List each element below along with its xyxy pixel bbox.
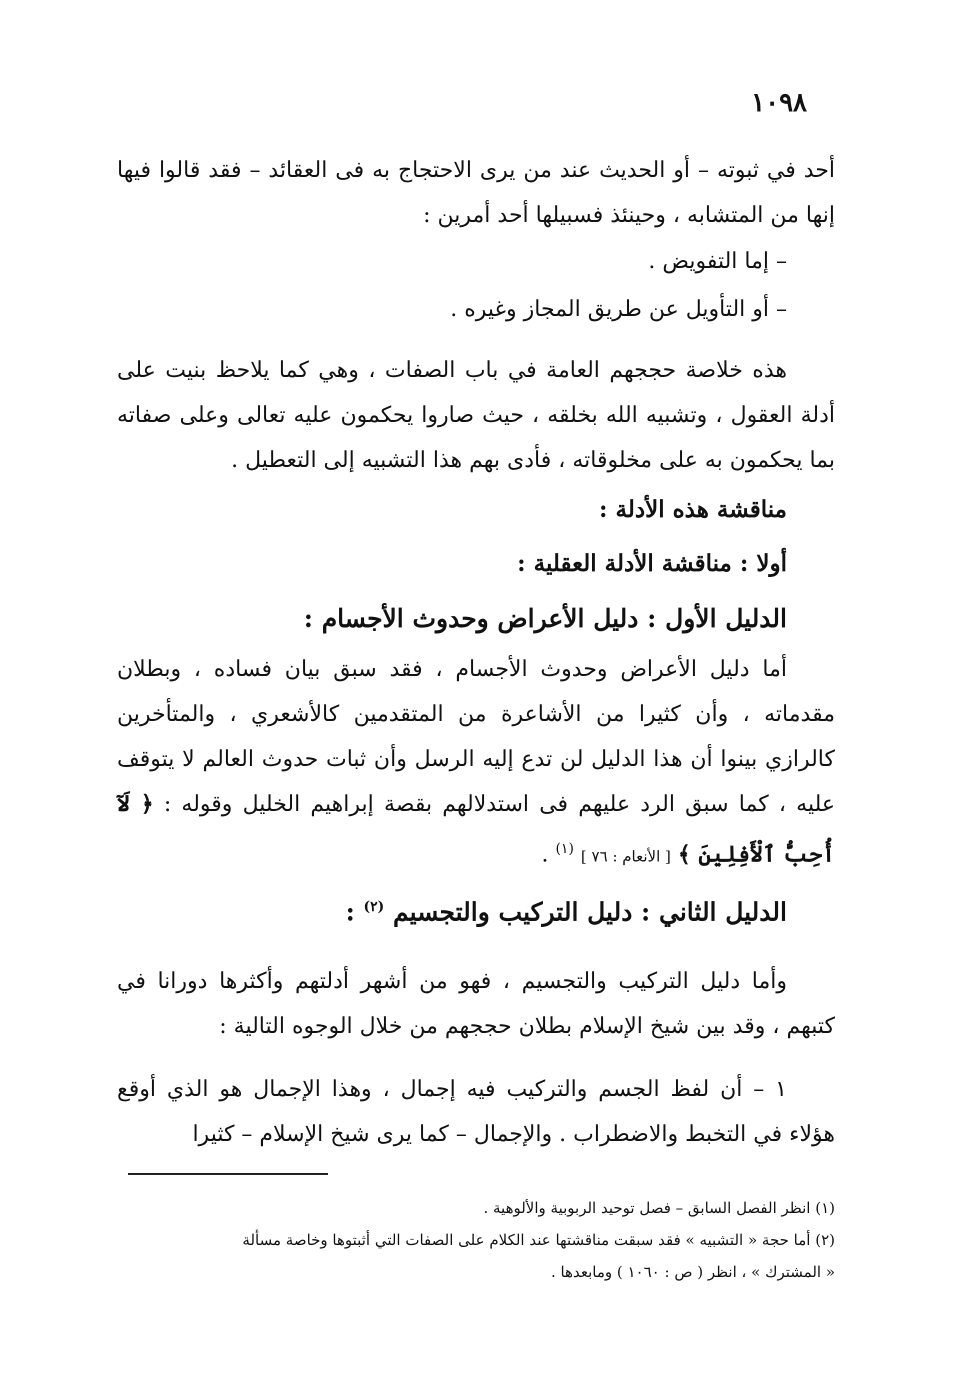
paragraph-end: . [541, 842, 556, 868]
verse-reference: [ الأنعام : ٧٦ ] [580, 847, 671, 866]
footnote-1: (١) انظر الفصل السابق – فصل توحيد الربوبية والألوهية . [483, 1199, 835, 1217]
page-number: ١٠٩٨ [751, 88, 807, 118]
list-item-tawil: – أو التأويل عن طريق المجاز وغيره . [450, 297, 787, 322]
paragraph-point-1: ١ – أن لفظ الجسم والتركيب فيه إجمال ، وهذا الإجمال هو الذي أوقع هؤلاء في التخبط والاضطراب . والإجمال – كما يرى شيخ الإسلام – كثيرا [117, 1076, 835, 1147]
paragraph-intro: أحد في ثبوته – أو الحديث عند من يرى الاحتجاج به فى العقائد – فقد قالوا فيها إنها من المتشابه ، وحينئذ فسبيلها أحد أمرين : [117, 158, 835, 228]
page-body [117, 148, 835, 1157]
quran-verse: ﴿ لَآ أُحِبُّ ٱلْأَفِلِينَ ﴾ [117, 791, 835, 868]
footnote-2: (٢) أما حجة « التشبيه » فقد سبقت مناقشتها عند الكلام على الصفات التي أثبتوها وخاصة مسألة [242, 1231, 835, 1249]
paragraph-text: أما دليل الأعراض وحدوث الأجسام ، فقد سبق بيان فساده ، وبطلان مقدماته ، وأن كثيرا من الأشاعرة من المتقدمين كالأشعري ، والمتأخرين كالرازي بينوا أن هذا الدليل لن تدع إليه الرسل وأن ثبات حدوث العالم لا يتوقف عليه ، كما سبق الرد عليهم فى استدلالهم بقصة إبراهيم الخليل وقوله : [117, 657, 835, 817]
heading-discussion: مناقشة هذه الأدلة : [599, 496, 787, 523]
heading-first-rational: أولا : مناقشة الأدلة العقلية : [517, 550, 787, 577]
paragraph-accidents-proof [117, 647, 835, 879]
paragraph-summary: هذه خلاصة حججهم العامة في باب الصفات ، وهي كما يلاحظ بنيت على أدلة العقول ، وتشبيه الله بخلقه ، حيث صاروا يحكمون عليه تعالى وعلى صفاته بما يحكمون به على مخلوقاته ، فأدى بهم هذا التشبيه إلى التعطيل . [117, 358, 835, 473]
heading-end: : [345, 897, 364, 927]
list-item-tafwid: – إما التفويض . [648, 249, 787, 274]
paragraph-composition-proof: وأما دليل التركيب والتجسيم ، فهو من أشهر أدلتهم وأكثرها دورانا في كتبهم ، وقد بين شيخ الإسلام بطلان حججهم من خلال الوجوه التالية : [117, 968, 835, 1039]
footnote-marker-2: (٢) [363, 899, 385, 916]
footnote-marker-1: (١) [555, 841, 574, 857]
footnote-2-continued: « المشترك » ، انظر ( ص : ١٠٦٠ ) ومابعدها . [550, 1263, 835, 1281]
footnote-separator [128, 1173, 328, 1175]
heading-text: الدليل الثاني : دليل التركيب والتجسيم [393, 897, 787, 927]
heading-second-proof [117, 879, 835, 940]
footnotes [135, 1192, 835, 1288]
heading-first-proof: الدليل الأول : دليل الأعراض وحدوث الأجسام : [303, 604, 787, 633]
